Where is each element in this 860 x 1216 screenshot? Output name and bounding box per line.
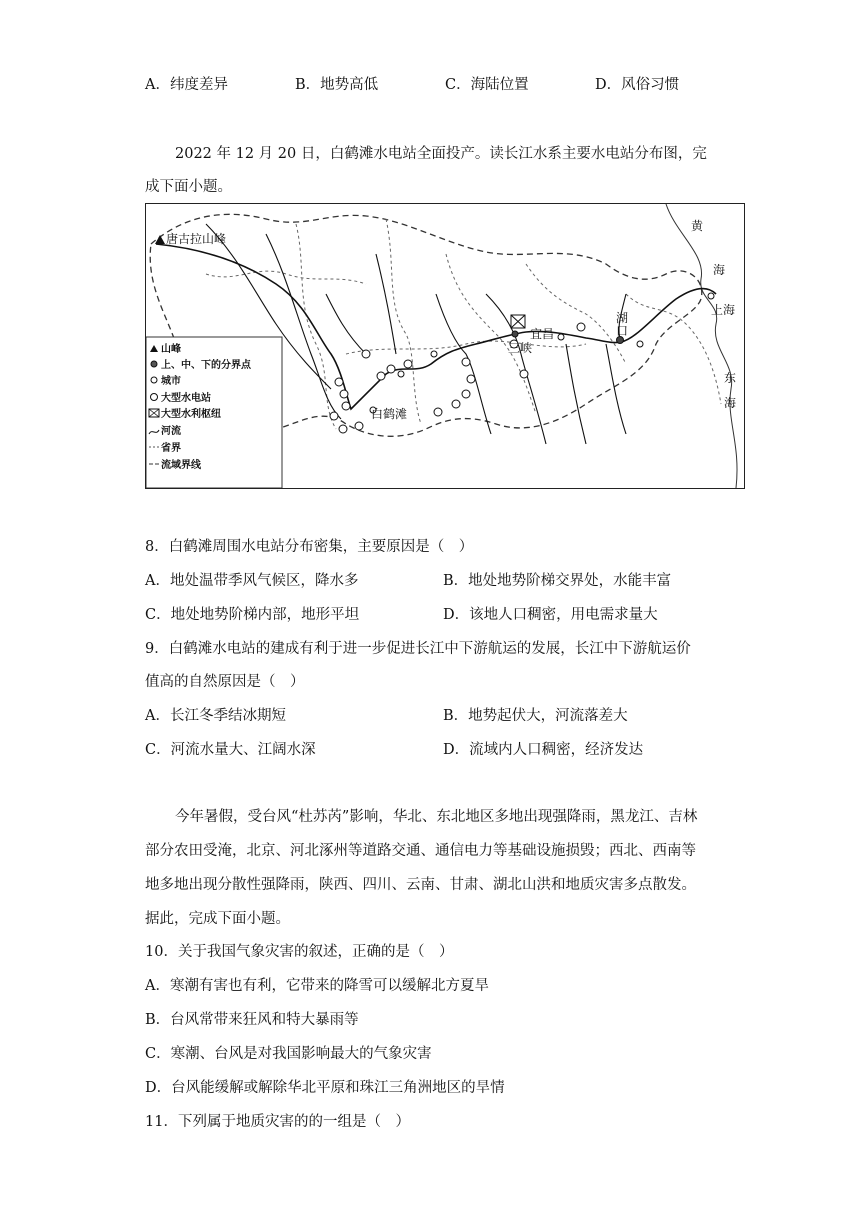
- intro2-line-2: 部分农田受淹，北京、河北涿州等道路交通、通信电力等基础设施损毁；西北、西南等: [145, 843, 696, 859]
- q10-option-a: A．寒潮有害也有利，它带来的降雪可以缓解北方夏旱: [145, 978, 489, 994]
- q7-option-b: B．地势高低: [295, 77, 379, 93]
- intro2-line-4: 据此，完成下面小题。: [145, 911, 290, 927]
- label-huang: 黄: [691, 219, 704, 233]
- q9-option-a: A．长江冬季结冰期短: [145, 708, 286, 724]
- label-hai-2: 海: [724, 396, 737, 410]
- label-sanxia: 三峡: [508, 341, 533, 355]
- yangtze-hydropower-map: [145, 203, 745, 489]
- intro2-line-1: 今年暑假，受台风“杜苏芮”影响，华北、东北地区多地出现强降雨，黑龙江、吉林: [175, 809, 698, 825]
- q8-option-a: A．地处温带季风气候区，降水多: [145, 573, 359, 589]
- legend-peak: 山峰: [161, 344, 181, 355]
- label-shanghai: 上海: [711, 303, 736, 317]
- legend-basin: 流域界线: [161, 460, 201, 471]
- q9-option-d: D．流域内人口稠密，经济发达: [443, 742, 644, 758]
- q7-option-a: A．纬度差异: [145, 77, 228, 93]
- intro1-line-1: 2022 年 12 月 20 日，白鹤滩水电站全面投产。读长江水系主要水电站分布图，完: [175, 146, 707, 162]
- legend-province: 省界: [161, 443, 181, 454]
- q10-option-d: D．台风能缓解或解除华北平原和珠江三角洲地区的旱情: [145, 1080, 505, 1096]
- intro2-line-3: 地多地出现分散性强降雨，陕西、四川、云南、甘肃、湖北山洪和地质灾害多点散发。: [145, 877, 696, 893]
- legend-boundary-point: 上、中、下的分界点: [161, 360, 251, 371]
- label-kou: 口: [616, 324, 629, 338]
- peak-label: 唐古拉山峰: [166, 232, 227, 246]
- q8-option-c: C．地处地势阶梯内部，地形平坦: [145, 607, 360, 623]
- q9-option-c: C．河流水量大、江阔水深: [145, 742, 316, 758]
- q8-stem: 8．白鹤滩周围水电站分布密集，主要原因是（ ）: [145, 539, 474, 555]
- label-yichang: 宜昌: [530, 327, 555, 341]
- q10-option-c: C．寒潮、台风是对我国影响最大的气象灾害: [145, 1046, 432, 1062]
- legend-hub: 大型水利枢纽: [161, 409, 221, 420]
- label-dong: 东: [724, 371, 737, 385]
- q11-stem: 11．下列属于地质灾害的的一组是（ ）: [145, 1114, 410, 1130]
- q7-option-c: C．海陆位置: [445, 77, 529, 93]
- q9-option-b: B．地势起伏大，河流落差大: [443, 708, 628, 724]
- q10-stem: 10．关于我国气象灾害的叙述，正确的是（ ）: [145, 944, 454, 960]
- q10-option-b: B．台风常带来狂风和特大暴雨等: [145, 1012, 359, 1028]
- label-hai-1: 海: [713, 263, 726, 277]
- label-baihetan: 白鹤滩: [371, 407, 408, 421]
- map-legend: [146, 337, 282, 488]
- label-hu: 湖: [616, 311, 629, 325]
- q7-option-d: D．风俗习惯: [595, 77, 680, 93]
- intro1-line-2: 成下面小题。: [145, 179, 232, 195]
- legend-hydropower: 大型水电站: [161, 393, 211, 404]
- q8-option-b: B．地处地势阶梯交界处，水能丰富: [443, 573, 672, 589]
- legend-city: 城市: [161, 376, 181, 387]
- q8-option-d: D．该地人口稠密，用电需求量大: [443, 607, 658, 623]
- legend-river: 河流: [161, 426, 181, 437]
- q9-stem-line-2: 值高的自然原因是（ ）: [145, 674, 305, 690]
- q9-stem-line-1: 9．白鹤滩水电站的建成有利于进一步促进长江中下游航运的发展，长江中下游航运价: [145, 641, 691, 657]
